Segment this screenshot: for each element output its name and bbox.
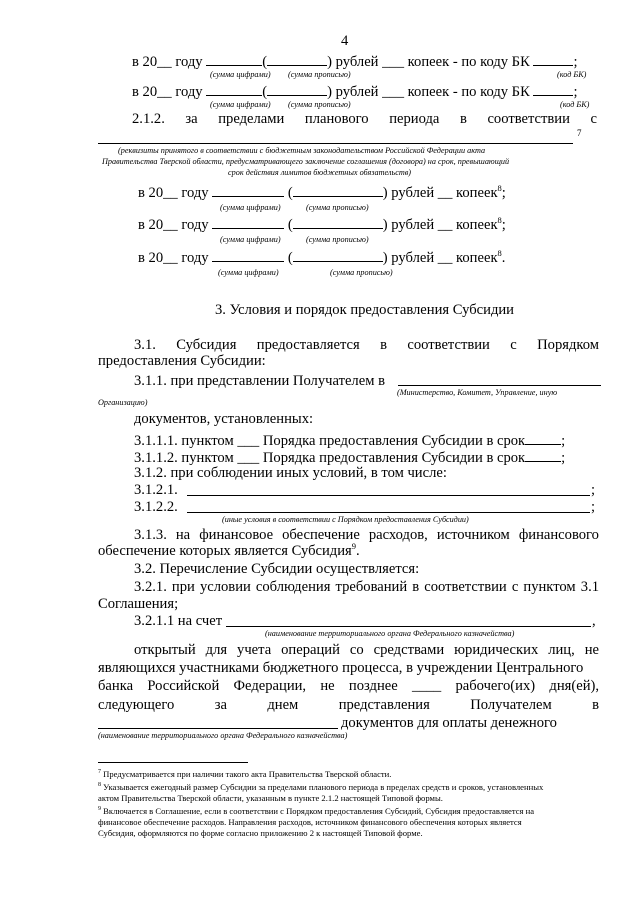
- footnote-ref-8: 8: [497, 248, 502, 258]
- word: для: [205, 642, 228, 658]
- page-number: 4: [341, 33, 349, 49]
- sum-words-caption: (сумма прописью): [288, 100, 351, 109]
- word: источником: [436, 527, 510, 543]
- footnote-mark: 7: [98, 769, 101, 775]
- word: ____: [412, 678, 442, 694]
- word: Получателем: [470, 697, 552, 713]
- text: 3.1.1.2. пунктом ___ Порядка предоставления Субсидии в срок: [134, 450, 526, 466]
- word: планового: [304, 111, 369, 127]
- sum-words-caption: (сумма прописью): [306, 203, 369, 212]
- paragraph-3-1-1: [134, 373, 385, 390]
- paragraph-opened-3: [98, 678, 599, 695]
- paragraph-opened-4: [98, 697, 599, 714]
- word: обеспечение: [282, 527, 360, 543]
- footnote-7: [98, 769, 391, 780]
- footnote-ref-8: 8: [497, 183, 502, 193]
- amount-words-blank: [293, 215, 383, 229]
- bk-code-caption: (код БК): [560, 100, 590, 109]
- word: 3.1: [580, 579, 600, 595]
- sum-digits-caption: (сумма цифрами): [220, 203, 281, 212]
- word: Порядком: [537, 337, 599, 353]
- deadline-blank: [525, 431, 561, 445]
- footnote-ref-7: 7: [577, 128, 582, 138]
- paragraph-opened-5: документов для оплаты денежного: [341, 715, 557, 731]
- text: 3.1.2.2.: [134, 499, 178, 515]
- row-end: ;: [561, 450, 566, 466]
- footnote-mark: 8: [98, 782, 101, 788]
- paragraph-3-1-3: [134, 527, 599, 544]
- paragraph-opened-1: [134, 642, 599, 659]
- word: 3.1.3.: [134, 527, 167, 543]
- word: 2.1.2. за: [132, 111, 198, 127]
- row-end: .: [501, 250, 506, 266]
- word: Федерации,: [233, 678, 307, 694]
- treasury-caption-2: (наименование территориального органа Федерального казначейства): [98, 731, 348, 740]
- word: днем: [267, 697, 299, 713]
- year-row-1: [132, 52, 578, 71]
- word: соответствии: [487, 111, 570, 127]
- word: в: [592, 697, 600, 713]
- paragraph-3-2-1-1: [134, 613, 222, 630]
- text: обеспечение которых является Субсидия: [98, 543, 352, 559]
- amount-digits-blank: [212, 183, 284, 197]
- amount-digits-blank: [206, 52, 262, 66]
- footnote-text: Указывается ежегодный размер Субсидии за пределами планового периода в пределах средств и сроков, установленных: [103, 782, 544, 792]
- amount-words-blank: [267, 52, 327, 66]
- footnote-text: Включается в Соглашение, если в соответствии с Порядком предоставления Субсидий, Субсидия предоставляется на: [103, 806, 535, 816]
- word: периода: [389, 111, 440, 127]
- paren-open: (: [287, 250, 293, 266]
- year-row-3: [138, 183, 506, 202]
- word: 3.1. Субсидия: [134, 337, 237, 353]
- act-details-line: [98, 143, 573, 144]
- sum-digits-caption: (сумма цифрами): [210, 70, 271, 79]
- paren-open: (: [262, 54, 268, 70]
- footnote-8: [98, 782, 543, 793]
- text: 3.1.1. при представлении Получателем в: [134, 373, 385, 389]
- organization-caption: (Министерство, Комитет, Управление, иную: [397, 388, 558, 397]
- year-row-2-text: ) рублей ___ копеек - по коду БК: [327, 84, 530, 100]
- word: за: [214, 697, 227, 713]
- word: с: [590, 111, 597, 127]
- footnote-ref-9: 9: [351, 541, 356, 551]
- paragraph-3-1-3-cont: обеспечение которых является Субсидия$^9$.: [98, 541, 360, 559]
- year-text: ) рублей __ копеек: [382, 250, 498, 266]
- word: финансовое: [199, 527, 274, 543]
- row-end: ;: [561, 433, 566, 449]
- year-label: в 20__ году: [138, 185, 209, 201]
- footnote-text: Предусматривается при наличии такого акта Правительства Тверской области.: [103, 769, 392, 779]
- year-label: в 20__ году: [138, 250, 209, 266]
- word: соответствии: [407, 337, 490, 353]
- amount-words-blank: [293, 248, 383, 262]
- row-end: ,: [592, 613, 596, 629]
- footnote-ref-8: 8: [497, 215, 502, 225]
- word: рабочего(их): [455, 678, 536, 694]
- year-row-1-text: ) рублей ___ копеек - по коду БК: [327, 54, 530, 70]
- paragraph-2-1-2: [132, 111, 597, 128]
- sum-digits-caption: (сумма цифрами): [218, 268, 279, 277]
- year-text: ) рублей __ копеек: [382, 185, 498, 201]
- footnote-9-cont2: Субсидия, оформляются по форме согласно приложению 2 к настоящей Типовой форме.: [98, 828, 423, 838]
- word: пределами: [218, 111, 285, 127]
- bk-code-blank: [533, 52, 573, 66]
- bk-code-caption: (код БК): [557, 70, 587, 79]
- amount-words-blank: [267, 82, 327, 96]
- text: 3.1.2.1.: [134, 482, 178, 498]
- paragraph-3-2: 3.2. Перечисление Субсидии осуществляется:: [134, 561, 420, 577]
- amount-digits-blank: [212, 248, 284, 262]
- text: 3.1.1.1. пунктом ___ Порядка предоставления Субсидии в срок: [134, 433, 526, 449]
- word: в: [459, 111, 467, 127]
- act-details-caption-1: (реквизиты принятого в соответствии с бюджетным законодательством Российской Федерации акта: [118, 146, 486, 155]
- row-end: ;: [573, 84, 578, 100]
- paragraph-3-1-2: 3.1.2. при соблюдении иных условий, в том числе:: [134, 465, 447, 481]
- text: 3.2.1.1 на счет: [134, 613, 223, 629]
- year-row-2-label: в 20__ году: [132, 84, 203, 100]
- word: представления: [338, 697, 430, 713]
- text: 3.2.1. при условии соблюдения требований в соответствии с пунктом: [134, 579, 576, 595]
- treasury-caption: (наименование территориального органа Федерального казначейства): [265, 629, 515, 638]
- year-row-2: [132, 82, 578, 101]
- paragraph-3-1-2-1: [134, 482, 178, 499]
- year-label: в 20__ году: [138, 217, 209, 233]
- paragraph-3-2-1-cont: Соглашения;: [98, 596, 179, 612]
- paragraph-3-2-1: [134, 579, 599, 596]
- sum-digits-caption: (сумма цифрами): [210, 100, 271, 109]
- footnote-8-cont: актом Правительства Тверской области, указанным в пункте 2.1.2 настоящей Типовой формы.: [98, 793, 443, 803]
- paragraph-opened-2: являющихся участниками бюджетного процесса, в учреждении Центрального: [98, 660, 584, 676]
- organization-caption-cont: Организацию): [98, 398, 148, 407]
- year-row-1-label: в 20__ году: [132, 54, 203, 70]
- row-end: ;: [501, 185, 506, 201]
- year-row-4: [138, 215, 506, 234]
- paren-open: (: [262, 84, 268, 100]
- sum-digits-caption: (сумма цифрами): [220, 235, 281, 244]
- paren-open: (: [287, 185, 293, 201]
- paragraph-3-1-cont: предоставления Субсидии:: [98, 353, 266, 369]
- section-3-title: 3. Условия и порядок предоставления Субсидии: [215, 302, 514, 318]
- paragraph-3-1: [134, 337, 599, 354]
- year-text: ) рублей __ копеек: [382, 217, 498, 233]
- row-end: ;: [591, 499, 596, 515]
- sum-words-caption: (сумма прописью): [288, 70, 351, 79]
- paren-open: (: [287, 217, 293, 233]
- condition-caption: (иные условия в соответствии с Порядком предоставления Субсидии): [222, 515, 469, 524]
- sum-words-caption: (сумма прописью): [306, 235, 369, 244]
- word: дня(ей),: [549, 678, 600, 694]
- word: на: [175, 527, 191, 543]
- word: финансового: [518, 527, 599, 543]
- footnote-9: [98, 806, 534, 817]
- footnote-mark: 9: [98, 806, 101, 812]
- row-end: ;: [591, 482, 596, 498]
- word: следующего: [98, 697, 175, 713]
- text: учета операций со средствами юридических лиц, не: [237, 642, 599, 658]
- word: позднее: [348, 678, 398, 694]
- amount-digits-blank: [212, 215, 284, 229]
- act-details-caption-2: Правительства Тверской области, предусматривающего заключение соглашения (договора) на срок, превышающий: [102, 157, 510, 166]
- word: предоставляется: [256, 337, 360, 353]
- word: в: [380, 337, 387, 353]
- paragraph-docs: документов, установленных:: [134, 411, 314, 427]
- deadline-blank: [525, 448, 561, 462]
- act-details-caption-3: срок действия лимитов бюджетных обязательств): [228, 168, 412, 177]
- paragraph-3-1-2-2: [134, 499, 178, 516]
- amount-digits-blank: [206, 82, 262, 96]
- word: банка: [98, 678, 134, 694]
- word: с: [510, 337, 517, 353]
- amount-words-blank: [293, 183, 383, 197]
- word: не: [320, 678, 335, 694]
- treasury-account-line: [226, 626, 591, 627]
- word: открытый: [134, 642, 196, 658]
- year-row-5: [138, 248, 505, 267]
- bk-code-blank: [533, 82, 573, 96]
- word: расходов,: [368, 527, 428, 543]
- row-end: ;: [501, 217, 506, 233]
- organization-line: [398, 385, 601, 386]
- word: Российской: [147, 678, 220, 694]
- treasury-name-line: [98, 728, 338, 729]
- condition-line-2: [187, 512, 590, 513]
- row-end: ;: [573, 54, 578, 70]
- footnote-9-cont: финансовое обеспечение расходов. Направления расходов, источником финансового обеспечения которых является: [98, 817, 522, 827]
- footnote-separator: [98, 762, 248, 763]
- condition-line-1: [187, 495, 590, 496]
- sum-words-caption: (сумма прописью): [330, 268, 393, 277]
